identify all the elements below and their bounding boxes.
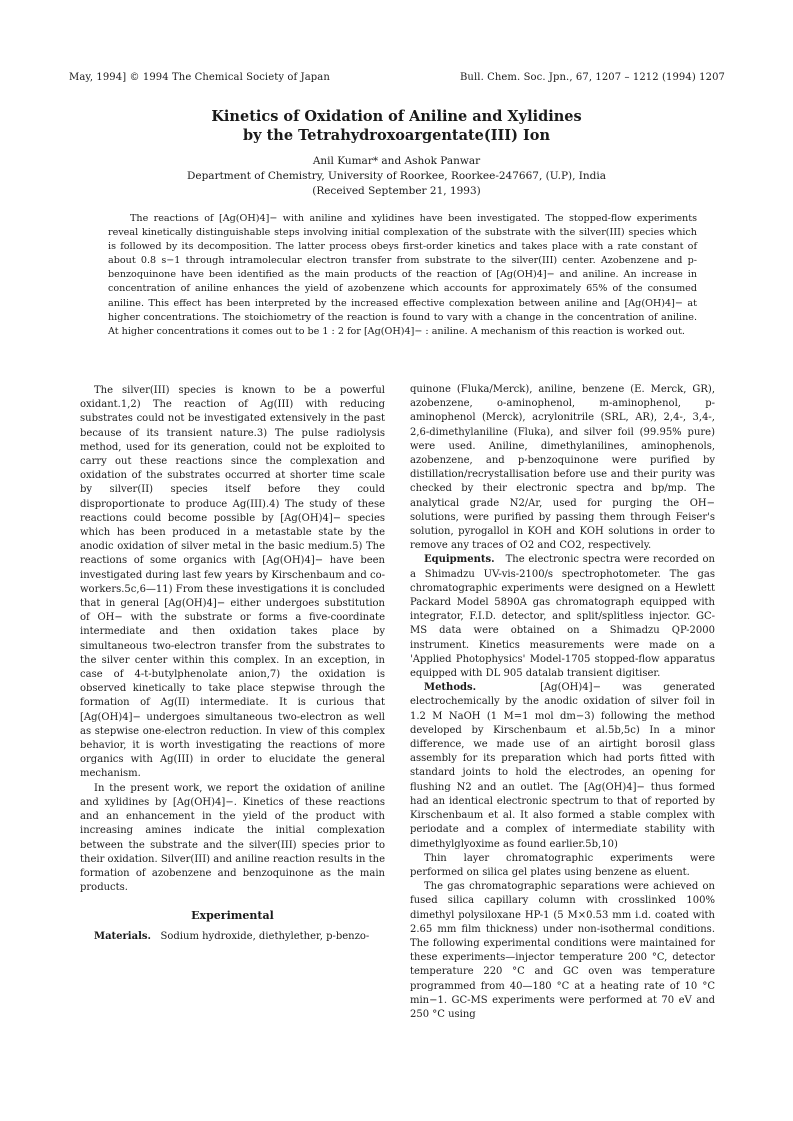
author-names: Anil Kumar* and Ashok Panwar — [312, 155, 481, 167]
title-line-2: by the Tetrahydroxoargentate(III) Ion — [242, 127, 550, 144]
affiliation: Department of Chemistry, University of Roorkee, Roorkee-247667, (U.P), India — [186, 170, 607, 182]
intro-paragraph-1: The silver(III) species is known to be a powerful oxidant.1,2) The reaction of Ag(III) with reducing substrates could not be investigated extensively in the past because of its transient nature.3) The pulse radiolysis method, used for its generation, could not be exploited to carry out these reactions since the complexation and oxidation of the substrates occurred at shorter time scale by silver(II) species itself before they could disproportionate to produce Ag(III).4) The study of these reactions could become possible by [Ag(OH)4]− species which has been produced in a metastable state by the anodic oxidation of silver metal in the basic medium.5) The reactions of some organics with [Ag(OH)4]− have been investigated during last few years by Kirschenbaum and co-workers.5c,6—11) From these investigations it is concluded that in general [Ag(OH)4]− either undergoes substitution of OH− with the substrate or forms a five-coordinate intermediate and then oxidation takes place by simultaneous two-electron transfer from the substrates to the silver center within this complex. In an exception, in case of 4-t-butylphenolate anion,7) the oxidation is observed kinetically to take place stepwise through the formation of Ag(II) intermediate. It is curious that [Ag(OH)4]− undergoes simultaneous two-electron as well as stepwise one-electron reduction. In view of this complex behavior, it is worth investigating the reactions of more organics with Ag(III) in order to elucidate the general mechanism. — [80, 385, 385, 780]
equipments-paragraph — [410, 553, 715, 681]
running-header-left: May, 1994] © 1994 The Chemical Society of Japan — [69, 72, 330, 83]
section-heading-experimental: Experimental — [191, 909, 274, 923]
gc-paragraph: The gas chromatographic separations were achieved on fused silica capillary column with crosslinked 100% dimethyl polysiloxane HP-1 (5 M×0.53 mm i.d. coated with 2.65 mm film thickness) under non-isothermal conditions. The following experimental conditions were maintained for these experiments—injector temperature 200 °C, detector temperature 220 °C and GC oven was temperature programmed from 40—180 °C at a heating rate of 10 °C min−1. GC-MS experiments were performed at 70 eV and 250 °C using — [410, 881, 715, 1020]
equipments-text: The electronic spectra were recorded on a Shimadzu UV-vis-2100/s spectrophotometer. The gas chromatographic experiments were designed on a Hewlett Packard Model 5890A gas chromatograph equipped with integrator, F.I.D. detector, and split/splitless injector. GC-MS data were obtained on a Shimadzu QP-2000 instrument. Kinetics measurements were made on a 'Applied Photophysics' Model-1705 stopped-flow apparatus equipped with DL 905 datalab transient digitiser. — [410, 554, 715, 680]
running-header-right: Bull. Chem. Soc. Jpn., 67, 1207 – 1212 (1994) 1207 — [459, 72, 725, 83]
equipments-heading: Equipments. — [424, 554, 495, 566]
tlc-paragraph: Thin layer chromatographic experiments were performed on silica gel plates using benzene as eluent. — [410, 852, 715, 878]
abstract: The reactions of [Ag(OH)4]− with aniline and xylidines have been investigated. The stopped-flow experiments reveal kinetically distinguishable steps involving initial complexation of the substrate with the silver(III) species which is followed by its decomposition. The latter process obeys first-order kinetics and takes place with a rate constant of about 0.8 s−1 through intramolecular electron transfer from substrate to the silver(III) center. Azobenzene and p-benzoquinone have been identified as the main products of the reaction of [Ag(OH)4]− and aniline. An increase in concentration of aniline enhances the yield of azobenzene which accounts for approximately 65% of the consumed aniline. This effect has been interpreted by the increased effective complexation between aniline and [Ag(OH)4]− at higher concentrations. The stoichiometry of the reaction is found to vary with a change in the concentration of aniline. At higher concentrations it comes out to be 1 : 2 for [Ag(OH)4]− : aniline. A mechanism of this reaction is worked out. — [108, 213, 697, 337]
paper-title — [120, 107, 673, 145]
materials-heading: Materials. — [94, 930, 151, 942]
author-block — [120, 154, 673, 199]
materials-text: Sodium hydroxide, diethylether, p-benzo- — [160, 930, 370, 942]
materials-paragraph — [80, 930, 385, 944]
title-line-1: Kinetics of Oxidation of Aniline and Xylidines — [211, 108, 582, 125]
methods-text: [Ag(OH)4]− was generated electrochemically by the anodic oxidation of silver foil in 1.2 M NaOH (1 M=1 mol dm−3) following the method developed by Kirschenbaum et al.5b,5c) In a minor difference, we made use of an airtight borosil glass assembly for its preparation which had ports fitted with standard joints to hold the electrodes, an opening for flushing N2 and an outlet. The [Ag(OH)4]− thus formed had an identical electronic spectrum to that of reported by Kirschenbaum et al. It also formed a stable complex with periodate and a complex of intermediate stability with dimethylglyoxime as found earlier.5b,10) — [410, 682, 715, 850]
methods-heading: Methods. — [424, 682, 477, 694]
right-column — [410, 383, 715, 1022]
intro-paragraph-2: In the present work, we report the oxidation of aniline and xylidines by [Ag(OH)4]−. Kinetics of these reactions and an enhancement in the yield of the product with increasing amines indicate the initial complexation between the substrate and the silver(III) species prior to their oxidation. Silver(III) and aniline reaction results in the formation of azobenzene and benzoquinone as the main products. — [80, 782, 385, 894]
materials-continued: quinone (Fluka/Merck), aniline, benzene (E. Merck, GR), azobenzene, o-aminophenol, m-aminophenol, p-aminophenol (Merck), acrylonitrile (SRL, AR), 2,4-, 3,4-, 2,6-dimethylaniline (Fluka), and silver foil (99.95% pure) were used. Aniline, dimethylanilines, aminophenols, azobenzene, and p-benzoquinone were purified by distillation/recrystallisation before use and their purity was checked by their electronic spectra and bp/mp. The analytical grade N2/Ar, used for purging the OH− solutions, were purified by passing them through Feiser's solution, pyrogallol in KOH and KOH solutions in order to remove any traces of O2 and CO2, respectively. — [410, 384, 715, 552]
received-date: (Received September 21, 1993) — [312, 185, 481, 197]
left-column — [80, 384, 385, 944]
methods-paragraph — [410, 681, 715, 851]
